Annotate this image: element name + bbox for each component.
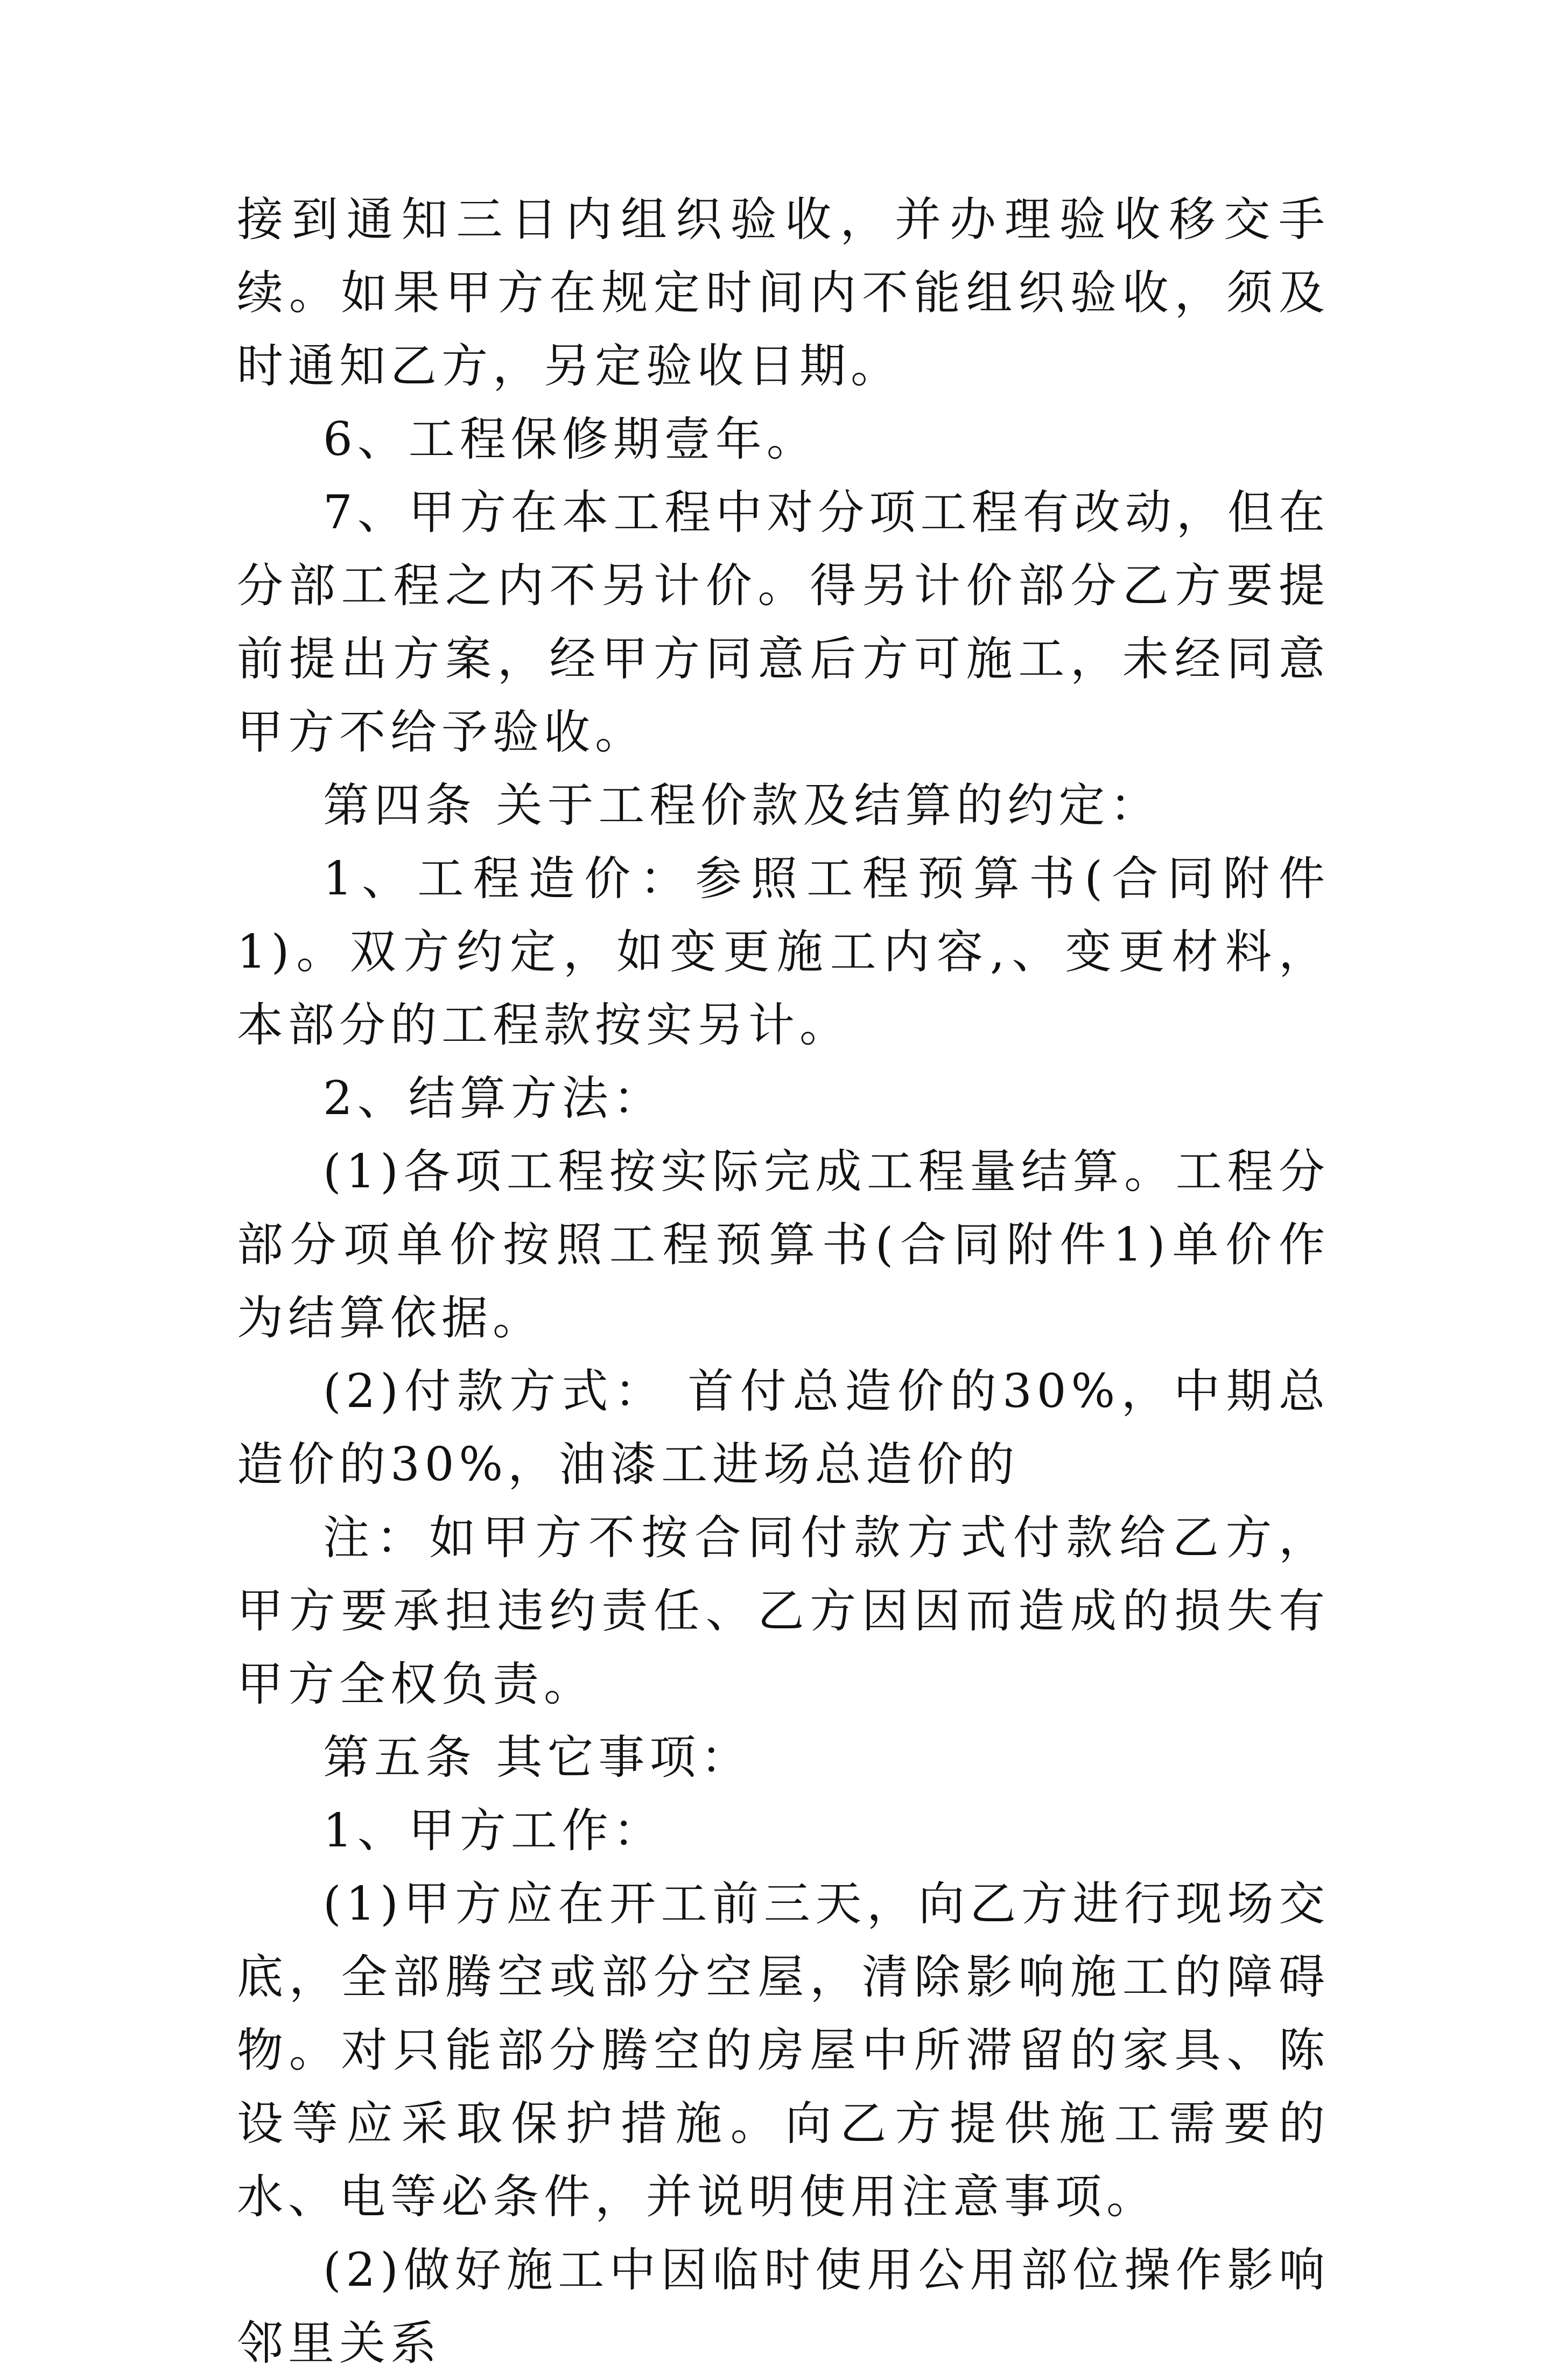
paragraph-warranty-period: 6、工程保修期壹年。: [323, 412, 818, 466]
paragraph-site-handover: (1)甲方应在开工前三天，向乙方进行现场交底，全部腾空或部分空屋，清除影响施工的障碍物。对只能部分腾空的房屋中所滞留的家具、陈设等应采取保护措施。向乙方提供施工需要的水、电等必条件，并说明使用注意事项。: [237, 1877, 1330, 2224]
paragraph-settlement-basis: (1)各项工程按实际完成工程量结算。工程分部分项单价按照工程预算书(合同附件1)单价作为结算依据。: [237, 1145, 1330, 1345]
paragraph-neighbor-relations: (2)做好施工中因临时使用公用部位操作影响邻里关系: [237, 2243, 1330, 2370]
paragraph-settlement-method: 2、结算方法：: [323, 1072, 664, 1125]
heading-article-4: 第四条 关于工程价款及结算的约定：: [323, 779, 1161, 832]
paragraph-payment-note: 注：如甲方不按合同付款方式付款给乙方，甲方要承担违约责任、乙方因因而造成的损失有甲方全权负责。: [237, 1511, 1330, 1711]
paragraph-acceptance-procedure: 接到通知三日内组织验收，并办理验收移交手续。如果甲方在规定时间内不能组织验收，须及时通知乙方，另定验收日期。: [237, 193, 1330, 393]
paragraph-party-a-work: 1、甲方工作：: [323, 1804, 664, 1858]
paragraph-project-cost: 1、工程造价：参照工程预算书(合同附件1)。双方约定，如变更施工内容,、变更材料，本部分的工程款按实另计。: [237, 852, 1330, 1052]
heading-article-5: 第五条 其它事项：: [323, 1731, 752, 1784]
contract-body-text: [237, 183, 1330, 2380]
paragraph-payment-method: (2)付款方式： 首付总造价的30%，中期总造价的30%，油漆工进场总造价的: [237, 1364, 1330, 1492]
paragraph-change-pricing: 7、甲方在本工程中对分项工程有改动，但在分部工程之内不另计价。得另计价部分乙方要提前提出方案，经甲方同意后方可施工，未经同意甲方不给予验收。: [237, 486, 1330, 759]
